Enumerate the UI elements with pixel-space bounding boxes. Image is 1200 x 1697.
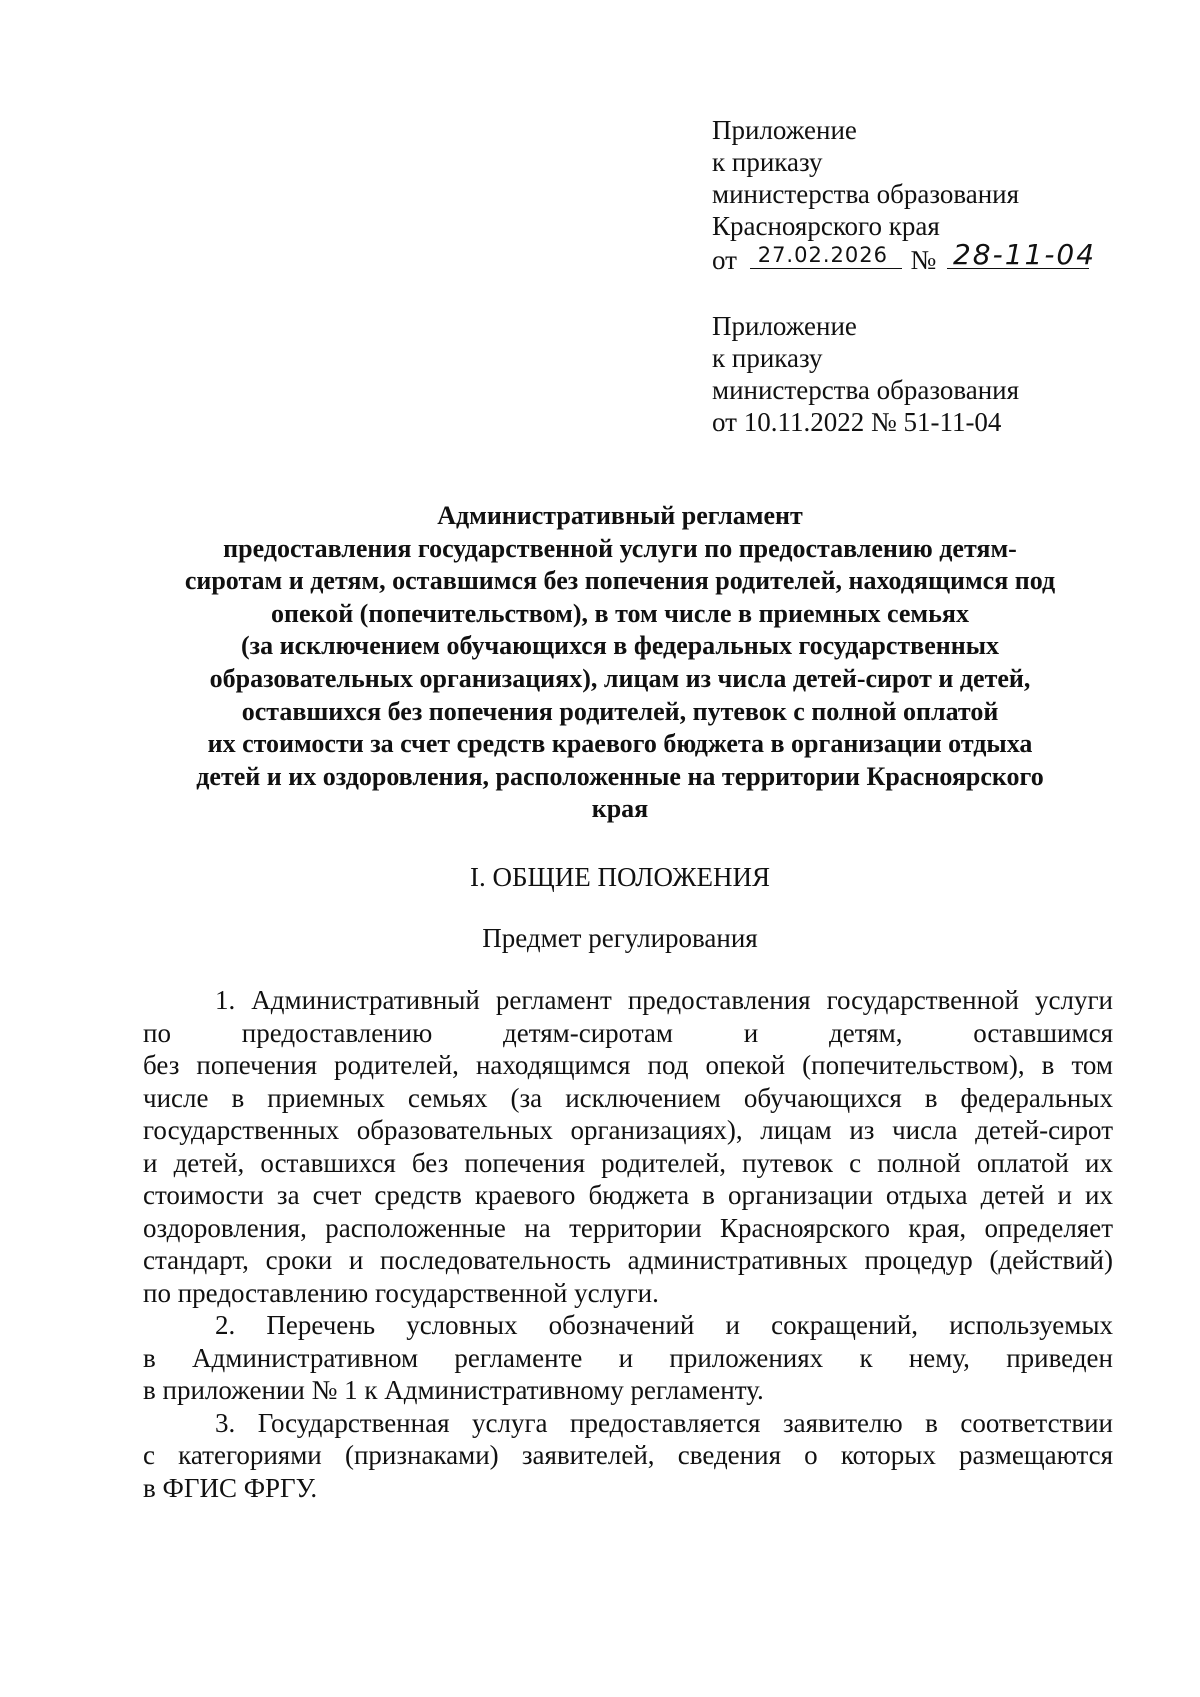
paragraph-line: 1. Административный регламент предоставления государственной услуги xyxy=(215,985,1113,1015)
section-subheading: Предмет регулирования xyxy=(482,923,758,953)
number-field xyxy=(947,238,1097,271)
date-label: от xyxy=(712,245,737,275)
appendix-block-original xyxy=(712,310,1132,438)
appendix-line: Приложение xyxy=(712,311,857,341)
title-line: детей и их оздоровления, расположенные на территории Красноярского xyxy=(196,761,1044,791)
paragraph-line: числе в приемных семьях (за исключением обучающихся в федеральных xyxy=(143,1082,1113,1113)
date-field xyxy=(750,242,902,269)
title-line: сиротам и детям, оставшимся без попечения родителей, находящимся под xyxy=(184,566,1056,596)
appendix-line: министерства образования xyxy=(712,179,1020,209)
paragraph-line: по предоставлению государственной услуги. xyxy=(143,1277,659,1308)
paragraph-line: стоимости за счет средств краевого бюджета в организации отдыха детей и их xyxy=(143,1180,1113,1210)
paragraph-line: оздоровления, расположенные на территории Красноярского края, определяет xyxy=(143,1212,1113,1243)
appendix-line: Красноярского края xyxy=(712,211,940,241)
appendix-line: от 10.11.2022 № 51-11-04 xyxy=(712,407,1002,437)
title-line: Административный регламент xyxy=(437,501,803,530)
document-title xyxy=(130,500,1110,826)
title-line: оставшихся без попечения родителей, путевок с полной оплатой xyxy=(241,696,999,726)
paragraph-2 xyxy=(143,1309,1113,1407)
title-line: предоставления государственной услуги по предоставлению детям- xyxy=(223,533,1017,563)
order-date-number-row xyxy=(712,238,1132,276)
appendix-block-current xyxy=(712,114,1132,276)
handwritten-number: 28-11-04 xyxy=(952,238,1097,271)
section-heading: I. ОБЩИЕ ПОЛОЖЕНИЯ xyxy=(470,862,770,892)
appendix-line: Приложение xyxy=(712,115,857,145)
document-body xyxy=(143,984,1113,1504)
paragraph-1 xyxy=(143,984,1113,1309)
appendix-line: министерства образования xyxy=(712,375,1020,405)
paragraph-line: без попечения родителей, находящимся под опекой (попечительством), в том xyxy=(143,1050,1113,1080)
paragraph-line: государственных образовательных организациях), лицам из числа детей-сирот xyxy=(143,1115,1113,1145)
paragraph-line: в ФГИС ФРГУ. xyxy=(143,1472,318,1503)
paragraph-line: стандарт, сроки и последовательность административных процедур (действий) xyxy=(143,1245,1113,1275)
paragraph-line: 3. Государственная услуга предоставляется заявителю в соответствии xyxy=(215,1407,1113,1438)
paragraph-line: в Административном регламенте и приложениях к нему, приведен xyxy=(143,1342,1113,1373)
paragraph-line: по предоставлению детям-сиротам и детям, оставшимся xyxy=(143,1017,1113,1048)
handwritten-date: 27.02.2026 xyxy=(757,243,888,267)
number-label: № xyxy=(910,245,937,275)
paragraph-line: в приложении № 1 к Административному регламенту. xyxy=(143,1375,764,1405)
paragraph-3 xyxy=(143,1407,1113,1505)
appendix-line: к приказу xyxy=(712,343,823,373)
title-line: края xyxy=(591,794,649,824)
title-line: (за исключением обучающихся в федеральных государственных xyxy=(240,631,1000,661)
paragraph-line: и детей, оставшихся без попечения родителей, путевок с полной оплатой их xyxy=(143,1147,1113,1178)
paragraph-line: с категориями (признаками) заявителей, сведения о которых размещаются xyxy=(143,1440,1113,1470)
title-line: их стоимости за счет средств краевого бюджета в организации отдыха xyxy=(207,729,1033,759)
paragraph-line: 2. Перечень условных обозначений и сокращений, используемых xyxy=(215,1310,1113,1340)
title-line: опекой (попечительством), в том числе в приемных семьях xyxy=(271,598,969,628)
title-line: образовательных организациях), лицам из числа детей-сирот и детей, xyxy=(209,663,1031,693)
appendix-line: к приказу xyxy=(712,147,823,177)
